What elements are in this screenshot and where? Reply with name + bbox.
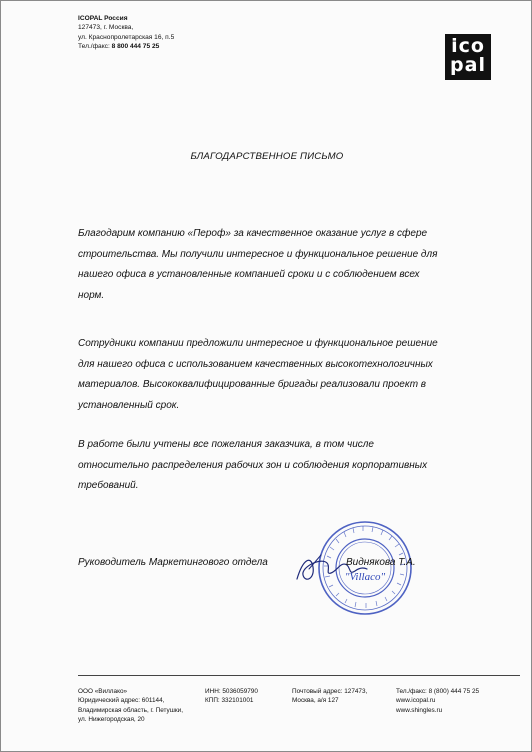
company-street: ул. Краснопролетарская 16, п.5 <box>78 33 175 41</box>
footer-contacts <box>396 687 479 715</box>
company-postcode: 127473, г. Москва, <box>78 24 134 32</box>
footer-line: ООО «Виллако» <box>78 688 128 695</box>
footer-line: ИНН: 5036059790 <box>205 688 258 695</box>
paragraph-1 <box>78 224 518 306</box>
footer-link-icopal[interactable]: www.icopal.ru <box>396 697 436 705</box>
paragraph-line: В работе были учтены все пожелания заказчика, в том числе <box>78 439 374 450</box>
paragraph-line: требований. <box>78 480 139 491</box>
footer-postal-address <box>292 687 367 706</box>
paragraph-3 <box>78 435 518 497</box>
handwritten-signature <box>291 549 371 589</box>
footer-tax-ids <box>205 687 258 706</box>
phone-label: Тел./факс: <box>78 43 110 51</box>
footer-legal-address <box>78 687 183 724</box>
logo-text-bottom: pal <box>450 54 486 76</box>
footer-line: ул. Нижегородская, 20 <box>78 715 145 723</box>
icopal-logo <box>445 34 491 80</box>
footer-line: Владимирская область, г. Петушки, <box>78 706 183 714</box>
letter-title: БЛАГОДАРСТВЕННОЕ ПИСЬМО <box>190 151 344 162</box>
stamp-brand: "Villaco" <box>344 571 386 583</box>
signatory-name: Виднякова Т.А. <box>346 557 416 568</box>
phone-number: 8 800 444 75 25 <box>111 43 160 51</box>
paragraph-line: для нашего офиса с использованием качественных высокотехнологичных <box>78 358 433 370</box>
paragraph-line: строительства. Мы получили интересное и функциональное решение для <box>78 248 438 260</box>
paragraph-line: нашего офиса в установленные компанией сроки и с соблюдением всех <box>78 269 420 280</box>
footer-divider <box>78 675 520 676</box>
footer-line: Тел./факс: 8 (800) 444 75 25 <box>396 688 480 695</box>
paragraph-line: Благодарим компанию «Пероф» за качественное оказание услуг в сфере <box>78 228 428 239</box>
logo-text-top: ico <box>451 35 485 57</box>
letterhead <box>78 14 174 52</box>
footer-line: Почтовый адрес: 127473, <box>292 688 368 695</box>
company-phone <box>78 42 174 51</box>
footer-link-shingles[interactable]: www.shingles.ru <box>396 706 443 714</box>
paragraph-line: норм. <box>78 289 105 301</box>
paragraph-line: Сотрудники компании предложили интересное и функциональное решение <box>78 338 438 349</box>
paragraph-2 <box>78 334 518 416</box>
footer-line: КПП: 332101001 <box>205 697 254 705</box>
footer-line: Юридический адрес: 601144, <box>78 697 165 705</box>
company-name: ICOPAL Россия <box>78 15 128 22</box>
paragraph-line: установленный срок. <box>78 399 180 411</box>
paragraph-line: относительно распределения рабочих зон и соблюдения корпоративных <box>78 459 428 471</box>
footer-line: Москва, а/я 127 <box>292 697 339 705</box>
paragraph-line: материалов. Высококвалифицированные бригады реализовали проект в <box>78 379 427 390</box>
signatory-position: Руководитель Маркетингового отдела <box>78 557 268 568</box>
